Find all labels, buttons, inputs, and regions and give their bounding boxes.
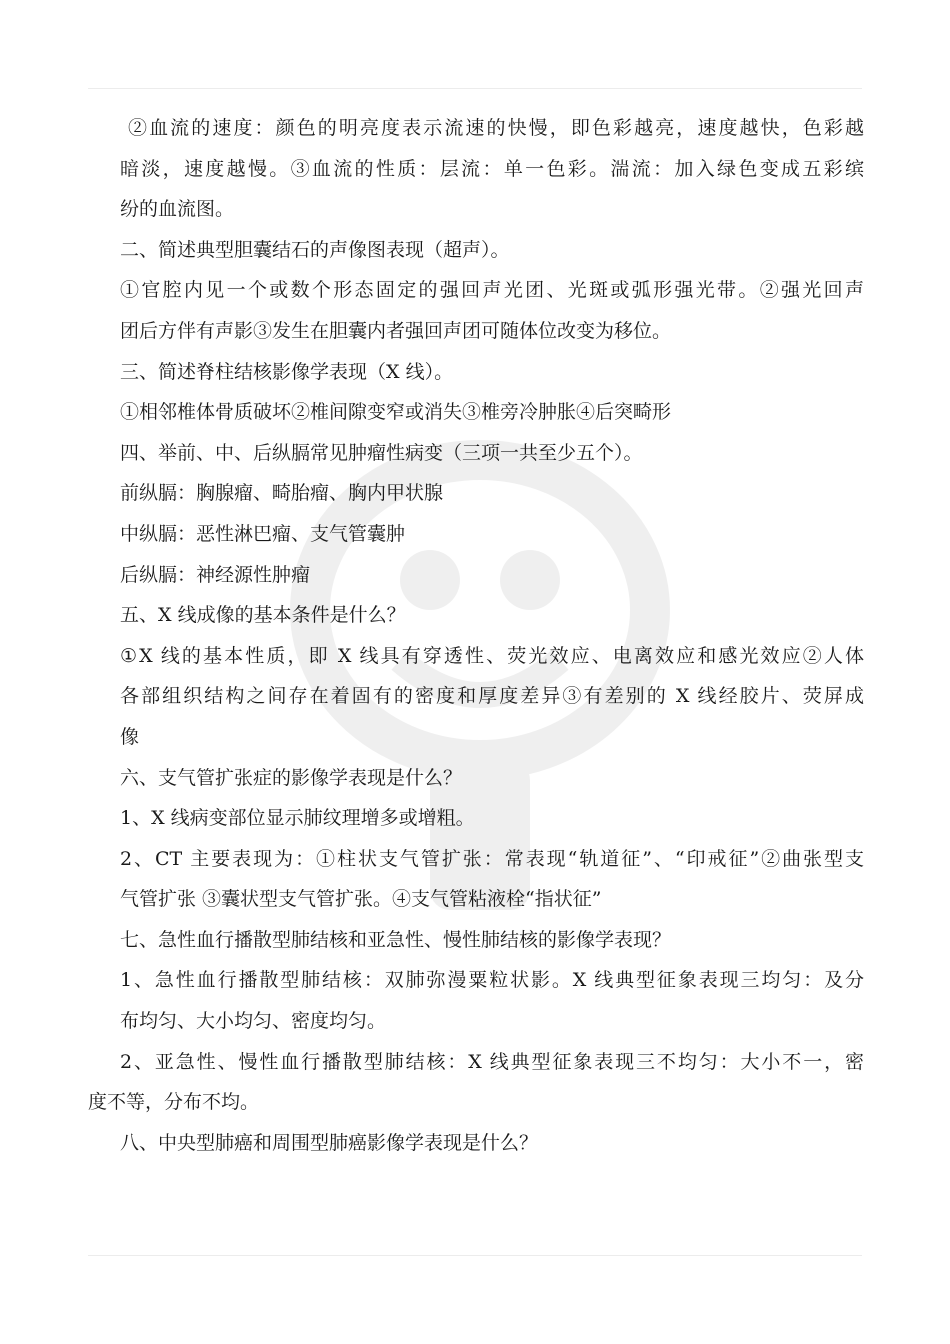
- paragraph-line: 后纵膈：神经源性肿瘤: [120, 563, 311, 586]
- paragraph-line: 纷的血流图。: [120, 198, 235, 221]
- paragraph-line: 像: [120, 725, 140, 748]
- paragraph-line: 中纵膈：恶性淋巴瘤、支气管囊肿: [120, 522, 406, 545]
- paragraph-line: ①X 线的基本性质，即 X 线具有穿透性、荧光效应、电离效应和感光效应②人体: [120, 644, 864, 667]
- paragraph-line: ②血流的速度：颜色的明亮度表示流速的快慢，即色彩越亮，速度越快，色彩越: [128, 117, 864, 139]
- paragraph-line: 各部组织结构之间存在着固有的密度和厚度差异③有差别的 X 线经胶片、荧屏成: [120, 685, 864, 708]
- header-rule: [88, 88, 862, 89]
- paragraph-line: 2、CT 主要表现为：①柱状支气管扩张：常表现“轨道征”、“印戒征”②曲张型支: [120, 847, 864, 870]
- paragraph-line: ①相邻椎体骨质破坏②椎间隙变窄或消失③椎旁冷肿胀④后突畸形: [120, 401, 672, 424]
- section-heading: 七、急性血行播散型肺结核和亚急性、慢性肺结核的影像学表现？: [120, 928, 672, 951]
- paragraph-line: 气管扩张 ③囊状型支气管扩张。④支气管粘液栓“指状征”: [120, 888, 602, 911]
- paragraph-line: 布均匀、大小均匀、密度均匀。: [120, 1010, 387, 1033]
- section-heading: 五、X 线成像的基本条件是什么？: [120, 604, 406, 627]
- paragraph-line: 1、X 线病变部位显示肺纹理增多或增粗。: [120, 807, 475, 830]
- paragraph-line: 团后方伴有声影③发生在胆囊内者强回声团可随体位改变为移位。: [120, 319, 672, 342]
- footer-rule: [88, 1255, 862, 1256]
- section-heading: 六、支气管扩张症的影像学表现是什么？: [120, 766, 463, 789]
- document-body: [88, 108, 864, 1163]
- paragraph-line: 前纵膈：胸腺瘤、畸胎瘤、胸内甲状腺: [120, 482, 444, 505]
- paragraph-line: 2、亚急性、慢性血行播散型肺结核：X 线典型征象表现三不均匀：大小不一，密: [120, 1050, 864, 1073]
- section-heading: 八、中央型肺癌和周围型肺癌影像学表现是什么？: [120, 1131, 539, 1154]
- paragraph-line: 1、急性血行播散型肺结核：双肺弥漫粟粒状影。X 线典型征象表现三均匀：及分: [120, 969, 864, 992]
- section-heading: 二、简述典型胆囊结石的声像图表现（超声）。: [120, 238, 510, 261]
- paragraph-line: 度不等，分布不均。: [88, 1091, 260, 1114]
- section-heading: 三、简述脊柱结核影像学表现（X 线）。: [120, 360, 454, 383]
- section-heading: 四、举前、中、后纵膈常见肿瘤性病变（三项一共至少五个）。: [120, 441, 643, 464]
- paragraph-line: ①官腔内见一个或数个形态固定的强回声光团、光斑或弧形强光带。②强光回声: [120, 279, 864, 302]
- paragraph-line: 暗淡，速度越慢。③血流的性质：层流：单一色彩。湍流：加入绿色变成五彩缤: [120, 157, 864, 180]
